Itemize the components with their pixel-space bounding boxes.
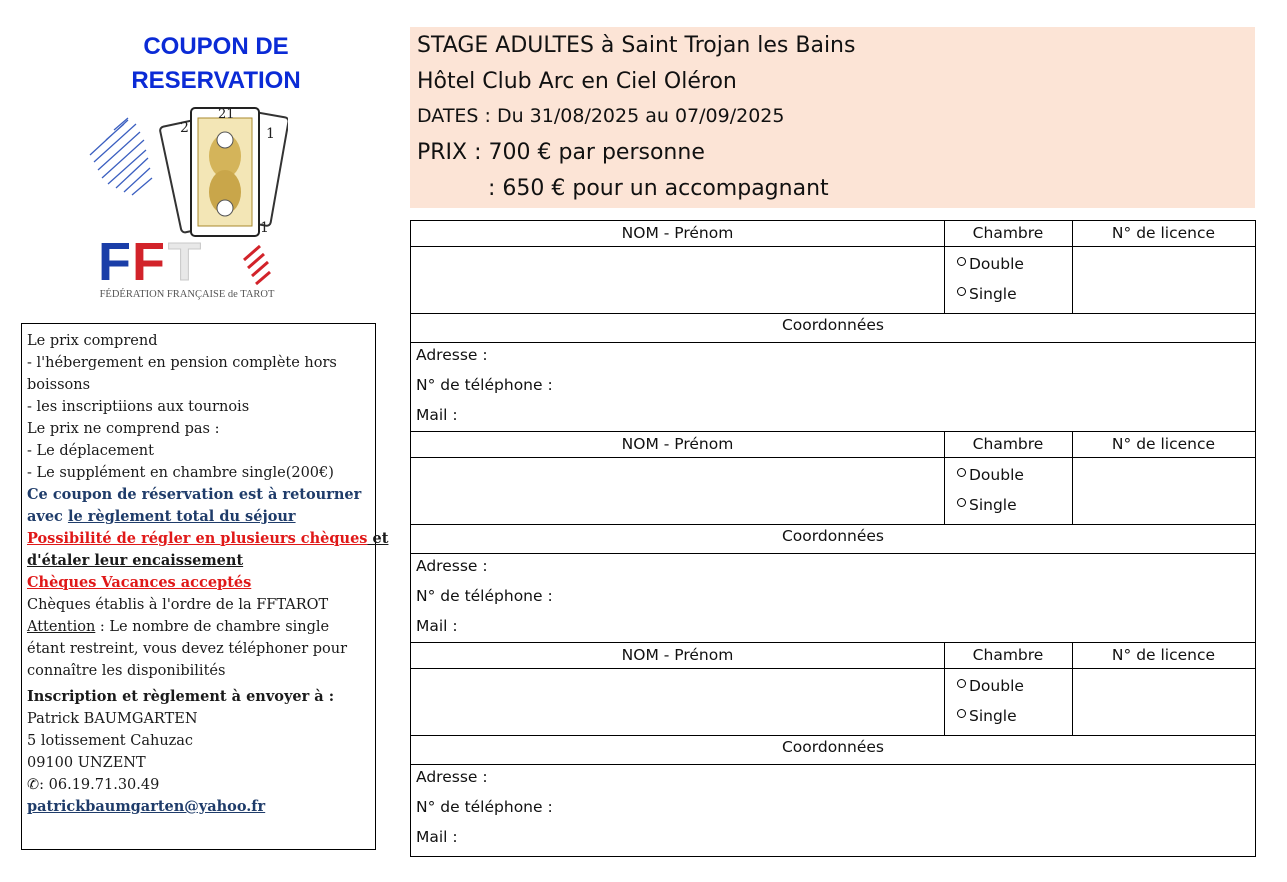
name-input[interactable] xyxy=(411,458,944,524)
info-box xyxy=(21,323,389,850)
info-line: - Le supplément en chambre single(200€) xyxy=(27,465,334,481)
price-companion: : 650 € pour un accompagnant xyxy=(488,176,829,201)
svg-text:F: F xyxy=(98,232,131,292)
participant-block xyxy=(411,432,1255,643)
col-name-header: NOM - Prénom xyxy=(621,646,734,664)
radio-icon xyxy=(957,468,966,477)
contact-email-link[interactable]: patrickbaumgarten@yahoo.fr xyxy=(27,798,266,815)
svg-text:1: 1 xyxy=(260,220,269,236)
col-room-header: Chambre xyxy=(972,435,1044,453)
room-option-single[interactable] xyxy=(957,285,1017,303)
radio-icon xyxy=(957,709,966,718)
attention-label: Attention xyxy=(27,619,96,635)
room-option-double[interactable] xyxy=(957,677,1024,695)
attention-text: : Le nombre de chambre single xyxy=(95,619,330,635)
contact-city: 09100 UNZENT xyxy=(27,755,146,771)
contact-street: 5 lotissement Cahuzac xyxy=(27,733,194,749)
logo-caption-text: FÉDÉRATION FRANÇAISE de TAROT xyxy=(99,289,275,300)
attention-text: connaître les disponibilités xyxy=(27,663,226,679)
double-label: Double xyxy=(969,677,1024,695)
participant-block xyxy=(411,221,1255,432)
stage-header xyxy=(410,27,1255,208)
contact-header: Coordonnées xyxy=(781,527,884,545)
stage-dates: DATES : Du 31/08/2025 au 07/09/2025 xyxy=(417,105,785,127)
col-name-header: NOM - Prénom xyxy=(621,224,734,242)
contact-phone: ✆: 06.19.71.30.49 xyxy=(27,777,160,793)
svg-text:1: 1 xyxy=(266,126,275,142)
info-line: - Le déplacement xyxy=(27,443,154,459)
double-label: Double xyxy=(969,466,1024,484)
fft-letters xyxy=(98,232,201,292)
cheque-order-note: Chèques établis à l'ordre de la FFTAROT xyxy=(27,597,329,613)
contact-header: Coordonnées xyxy=(781,316,884,334)
single-label: Single xyxy=(969,707,1017,725)
double-label: Double xyxy=(969,255,1024,273)
svg-text:T: T xyxy=(168,232,201,292)
coupon-title xyxy=(96,30,336,98)
address-field[interactable]: Adresse : xyxy=(416,557,488,575)
info-line: - l'hébergement en pension complète hors xyxy=(27,355,337,371)
full-payment-link: le règlement total du séjour xyxy=(67,508,296,525)
license-input[interactable] xyxy=(1073,458,1255,524)
radio-icon xyxy=(957,679,966,688)
contact-name: Patrick BAUMGARTEN xyxy=(27,711,198,727)
info-line: Le prix comprend xyxy=(27,333,158,349)
license-input[interactable] xyxy=(1073,669,1255,735)
return-instruction: Ce coupon de réservation est à retourner xyxy=(27,486,362,503)
info-line: - les inscriptiions aux tournois xyxy=(27,399,250,415)
price-per-person: PRIX : 700 € par personne xyxy=(417,140,705,165)
hotel-name: Hôtel Club Arc en Ciel Oléron xyxy=(417,69,737,94)
license-input[interactable] xyxy=(1073,247,1255,313)
mail-field[interactable]: Mail : xyxy=(416,828,458,846)
svg-text:21: 21 xyxy=(218,107,235,122)
col-name-header: NOM - Prénom xyxy=(621,435,734,453)
mail-field[interactable]: Mail : xyxy=(416,617,458,635)
contact-header: Coordonnées xyxy=(781,738,884,756)
svg-text:2: 2 xyxy=(180,120,189,136)
col-room-header: Chambre xyxy=(972,646,1044,664)
return-instruction-line2 xyxy=(27,506,371,528)
phone-field[interactable]: N° de téléphone : xyxy=(416,798,553,816)
stage-title: STAGE ADULTES à Saint Trojan les Bains xyxy=(417,33,856,58)
cheques-vacances-note: Chèques Vacances acceptés xyxy=(27,574,252,591)
attention-text: étant restreint, vous devez téléphoner pour xyxy=(27,641,348,657)
radio-icon xyxy=(957,287,966,296)
single-label: Single xyxy=(969,496,1017,514)
name-input[interactable] xyxy=(411,669,944,735)
cheques-et: et xyxy=(367,530,389,547)
room-option-double[interactable] xyxy=(957,466,1024,484)
title-line-2: RESERVATION xyxy=(131,67,301,94)
svg-text:F: F xyxy=(132,232,165,292)
radio-icon xyxy=(957,498,966,507)
room-option-double[interactable] xyxy=(957,255,1024,273)
radio-icon xyxy=(957,257,966,266)
col-license-header: N° de licence xyxy=(1111,435,1216,453)
phone-field[interactable]: N° de téléphone : xyxy=(416,587,553,605)
info-line: boissons xyxy=(27,377,91,393)
address-field[interactable]: Adresse : xyxy=(416,768,488,786)
col-room-header: Chambre xyxy=(972,224,1044,242)
reservation-form xyxy=(410,220,1256,857)
fft-logo xyxy=(88,100,288,312)
cheques-spread-note: d'étaler leur encaissement xyxy=(27,552,244,569)
send-to-heading: Inscription et règlement à envoyer à : xyxy=(27,688,335,705)
room-option-single[interactable] xyxy=(957,496,1017,514)
col-license-header: N° de licence xyxy=(1111,646,1216,664)
phone-field[interactable]: N° de téléphone : xyxy=(416,376,553,394)
name-input[interactable] xyxy=(411,247,944,313)
address-field[interactable]: Adresse : xyxy=(416,346,488,364)
tarot-cards-icon xyxy=(159,107,288,236)
room-option-single[interactable] xyxy=(957,707,1017,725)
multiple-cheques-note: Possibilité de régler en plusieurs chèques xyxy=(27,530,368,547)
return-avec: avec xyxy=(27,508,63,525)
mail-field[interactable]: Mail : xyxy=(416,406,458,424)
logo-caption xyxy=(87,289,287,300)
participant-block xyxy=(411,643,1255,854)
info-line: Le prix ne comprend pas : xyxy=(27,421,220,437)
col-license-header: N° de licence xyxy=(1111,224,1216,242)
single-label: Single xyxy=(969,285,1017,303)
title-line-1: COUPON DE xyxy=(143,33,289,60)
